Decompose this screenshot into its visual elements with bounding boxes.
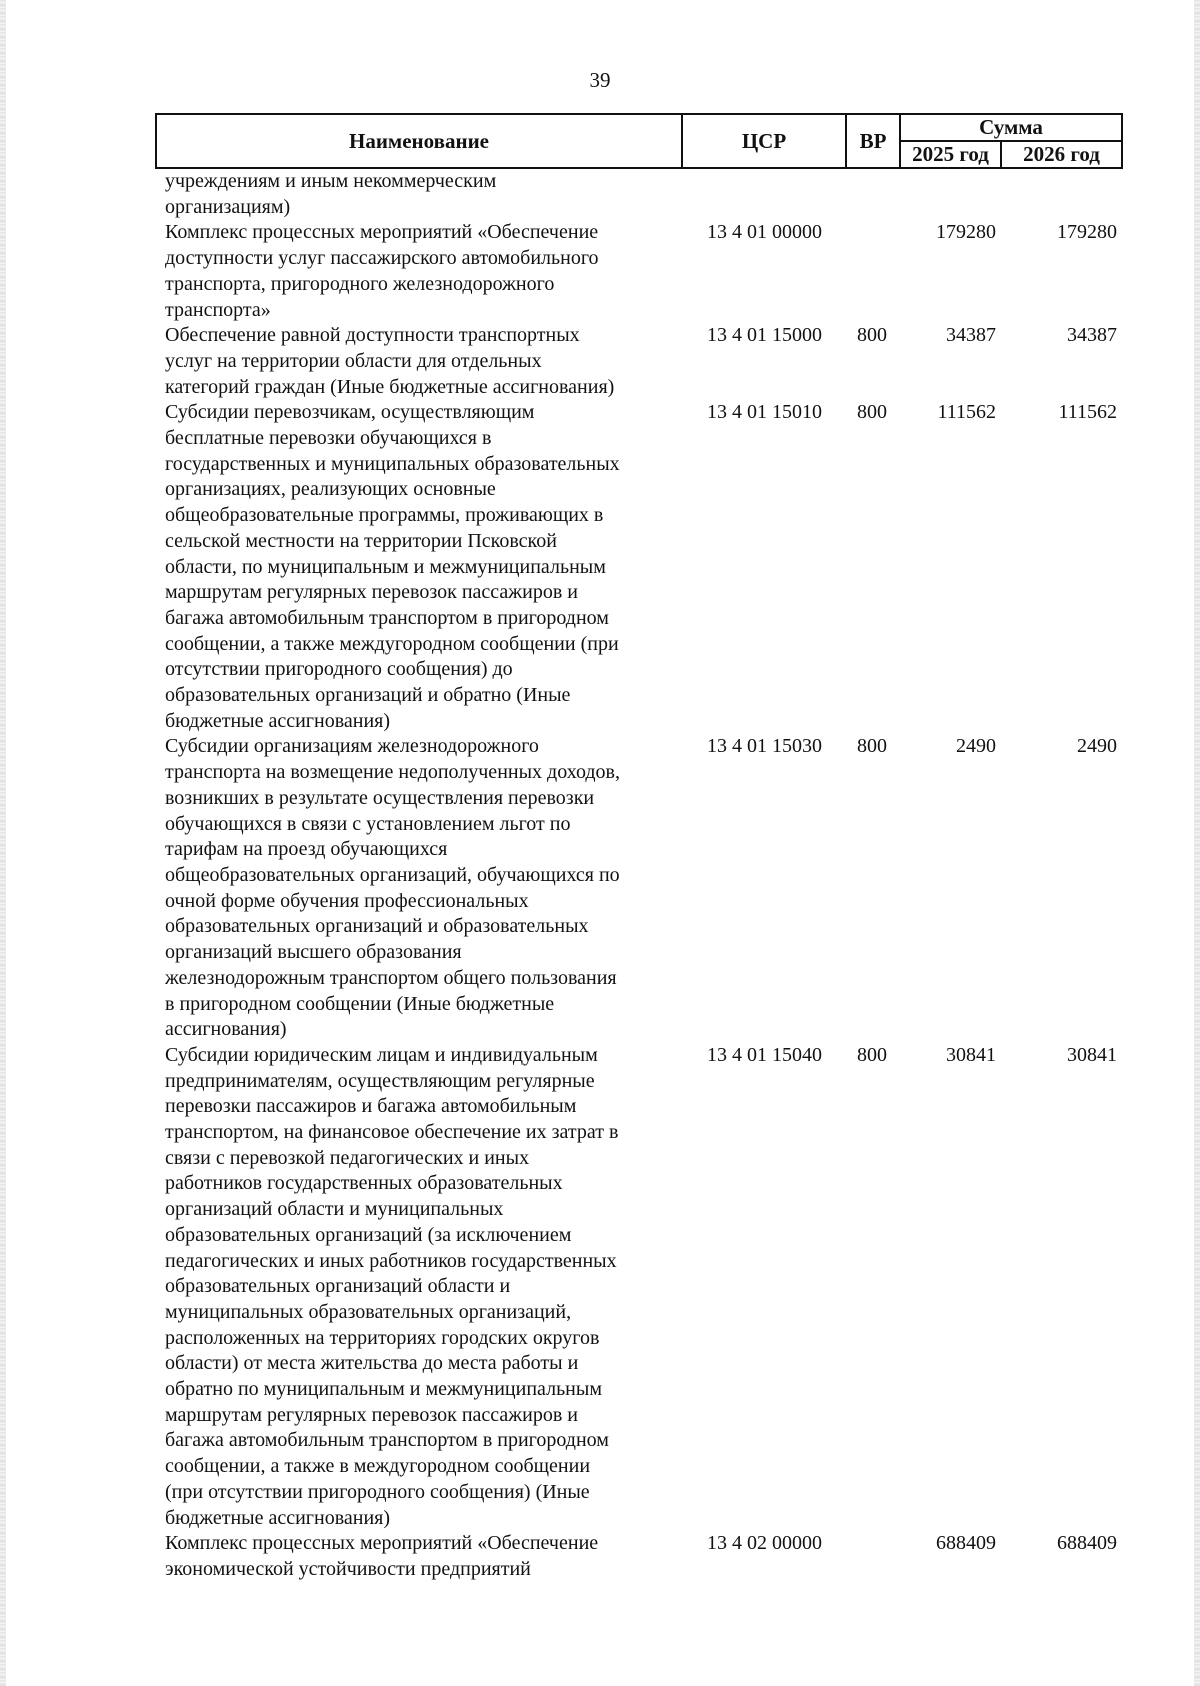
row-vr: 800 <box>857 401 887 424</box>
row-vr: 800 <box>857 1043 887 1066</box>
scan-edge-left <box>0 0 6 1686</box>
row-name <box>155 323 681 400</box>
row-name-line: Субсидии юридическим лицам и индивидуальным <box>165 1043 598 1066</box>
row-name <box>155 1043 681 1531</box>
row-name-line: багажа автомобильным транспортом в пригородном <box>165 1429 609 1452</box>
row-name-line: бюджетные ассигнования) <box>165 1506 391 1529</box>
row-amount-2025: 34387 <box>946 324 996 347</box>
row-name-line: тарифам на проезд обучающихся <box>165 838 448 861</box>
row-name-line: образовательных организаций области и <box>165 1275 511 1298</box>
row-name-line: сообщении, а также междугородном сообщении (при <box>165 632 619 655</box>
row-name-line: маршрутам регулярных перевозок пассажиров и <box>165 1403 578 1426</box>
row-name-line: образовательных организаций (за исключением <box>165 1223 572 1246</box>
row-csr: 13 4 01 15030 <box>707 735 822 758</box>
row-vr <box>845 169 899 220</box>
row-amount-2025: 2490 <box>956 735 996 758</box>
row-name-line: Субсидии перевозчикам, осуществляющим <box>165 401 535 424</box>
row-name-line: расположенных на территориях городских округов <box>165 1326 600 1349</box>
row-name-line: бесплатные перевозки обучающихся в <box>165 427 492 450</box>
table-header <box>155 113 1123 169</box>
row-name-line: сельской местности на территории Псковской <box>165 529 557 552</box>
table-body <box>155 169 1123 1583</box>
header-vr: ВР <box>847 115 901 167</box>
row-amount-2026: 30841 <box>1067 1043 1117 1066</box>
row-name-line: категорий граждан (Иные бюджетные ассигнования) <box>165 375 615 398</box>
row-name-line: обучающихся в связи с установлением льгот по <box>165 812 571 835</box>
row-csr: 13 4 01 15010 <box>707 401 822 424</box>
header-name: Наименование <box>157 115 683 167</box>
row-vr: 800 <box>857 324 887 347</box>
scan-edge-right <box>1194 0 1200 1686</box>
row-name-line: экономической устойчивости предприятий <box>165 1557 531 1580</box>
row-name-line: организаций области и муниципальных <box>165 1198 504 1221</box>
row-name-line: обратно по муниципальным и межмуниципальным <box>165 1378 602 1401</box>
row-name-line: Обеспечение равной доступности транспортных <box>165 324 580 347</box>
row-name-line: транспортом, на финансовое обеспечение их затрат в <box>165 1121 619 1144</box>
row-name-line: государственных и муниципальных образовательных <box>165 452 620 475</box>
row-name-line: Комплекс процессных мероприятий «Обеспечение <box>165 221 599 244</box>
row-name-line: отсутствии пригородного сообщения) до <box>165 658 513 681</box>
table-row <box>155 400 1123 734</box>
row-csr: 13 4 01 15040 <box>707 1043 822 1066</box>
table-row <box>155 169 1123 220</box>
row-name-line: багажа автомобильным транспортом в пригородном <box>165 606 609 629</box>
row-name <box>155 169 681 220</box>
table-row <box>155 323 1123 400</box>
table-row <box>155 1043 1123 1531</box>
row-name-line: образовательных организаций и образовательных <box>165 915 589 938</box>
row-name-line: организациях, реализующих основные <box>165 478 496 501</box>
row-name <box>155 400 681 734</box>
row-name-line: учреждениям и иным некоммерческим <box>165 170 497 192</box>
row-name-line: сообщении, а также в междугородном сообщении <box>165 1455 591 1478</box>
header-year-2026: 2026 год <box>1023 142 1100 166</box>
row-name-line: перевозки пассажиров и багажа автомобильным <box>165 1095 577 1118</box>
row-amount-2026: 179280 <box>1057 221 1117 244</box>
row-csr: 13 4 02 00000 <box>707 1532 822 1555</box>
row-name-line: связи с перевозкой педагогических и иных <box>165 1146 530 1169</box>
row-name-line: образовательных организаций и обратно (Иные <box>165 684 571 707</box>
row-amount-2025: 111562 <box>937 401 996 424</box>
row-name-line: возникших в результате осуществления перевозки <box>165 786 595 809</box>
header-year-2025: 2025 год <box>901 142 1002 167</box>
row-name-line: Субсидии организациям железнодорожного <box>165 735 539 758</box>
table-row <box>155 734 1123 1042</box>
row-amount-2025 <box>899 169 1000 220</box>
row-name-line: муниципальных образовательных организаций, <box>165 1300 572 1323</box>
row-amount-2026 <box>1000 169 1119 220</box>
row-name-line: предпринимателям, осуществляющим регулярные <box>165 1069 595 1092</box>
row-vr <box>845 220 899 323</box>
header-csr: ЦСР <box>683 115 847 167</box>
row-name-line: области) от места жительства до места работы и <box>165 1352 579 1375</box>
row-name-line: маршрутам регулярных перевозок пассажиров и <box>165 581 578 604</box>
row-name-line: в пригородном сообщении (Иные бюджетные <box>165 992 555 1015</box>
row-name <box>155 1531 681 1582</box>
row-amount-2025: 30841 <box>946 1043 996 1066</box>
page-number: 39 <box>589 68 611 92</box>
row-name <box>155 734 681 1042</box>
row-name-line: бюджетные ассигнования) <box>165 709 391 732</box>
row-csr: 13 4 01 15000 <box>707 324 822 347</box>
row-name-line: общеобразовательных организаций, обучающихся по <box>165 863 620 886</box>
row-name-line: ассигнования) <box>165 1018 287 1041</box>
budget-table <box>155 113 1123 1583</box>
row-name-line: организациям) <box>165 195 291 218</box>
row-name-line: работников государственных образовательных <box>165 1172 563 1195</box>
row-csr <box>681 169 845 220</box>
row-amount-2025: 179280 <box>936 221 996 244</box>
header-sum: Сумма <box>901 115 1121 142</box>
row-name-line: железнодорожным транспортом общего пользования <box>165 966 617 989</box>
row-amount-2026: 688409 <box>1057 1532 1117 1555</box>
row-vr <box>845 1531 899 1582</box>
row-name <box>155 220 681 323</box>
row-name-line: (при отсутствии пригородного сообщения) (Иные <box>165 1480 590 1503</box>
row-amount-2025: 688409 <box>936 1532 996 1555</box>
row-name-line: транспорта, пригородного железнодорожного <box>165 272 555 295</box>
row-name-line: услуг на территории области для отдельных <box>165 349 542 372</box>
row-name-line: организаций высшего образования <box>165 941 462 964</box>
row-name-line: области, по муниципальным и межмуниципальным <box>165 555 606 578</box>
row-csr: 13 4 01 00000 <box>707 221 822 244</box>
row-name-line: доступности услуг пассажирского автомобильного <box>165 247 599 270</box>
row-name-line: педагогических и иных работников государственных <box>165 1249 617 1272</box>
row-amount-2026: 2490 <box>1077 735 1117 758</box>
row-name-line: Комплекс процессных мероприятий «Обеспечение <box>165 1532 599 1555</box>
row-name-line: транспорта на возмещение недополученных доходов, <box>165 761 620 784</box>
table-row <box>155 220 1123 323</box>
row-name-line: очной форме обучения профессиональных <box>165 889 529 912</box>
row-amount-2026: 34387 <box>1067 324 1117 347</box>
row-name-line: транспорта» <box>165 298 271 321</box>
table-row <box>155 1531 1123 1582</box>
row-amount-2026: 111562 <box>1058 401 1117 424</box>
row-vr: 800 <box>857 735 887 758</box>
row-name-line: общеобразовательные программы, проживающих в <box>165 504 604 527</box>
